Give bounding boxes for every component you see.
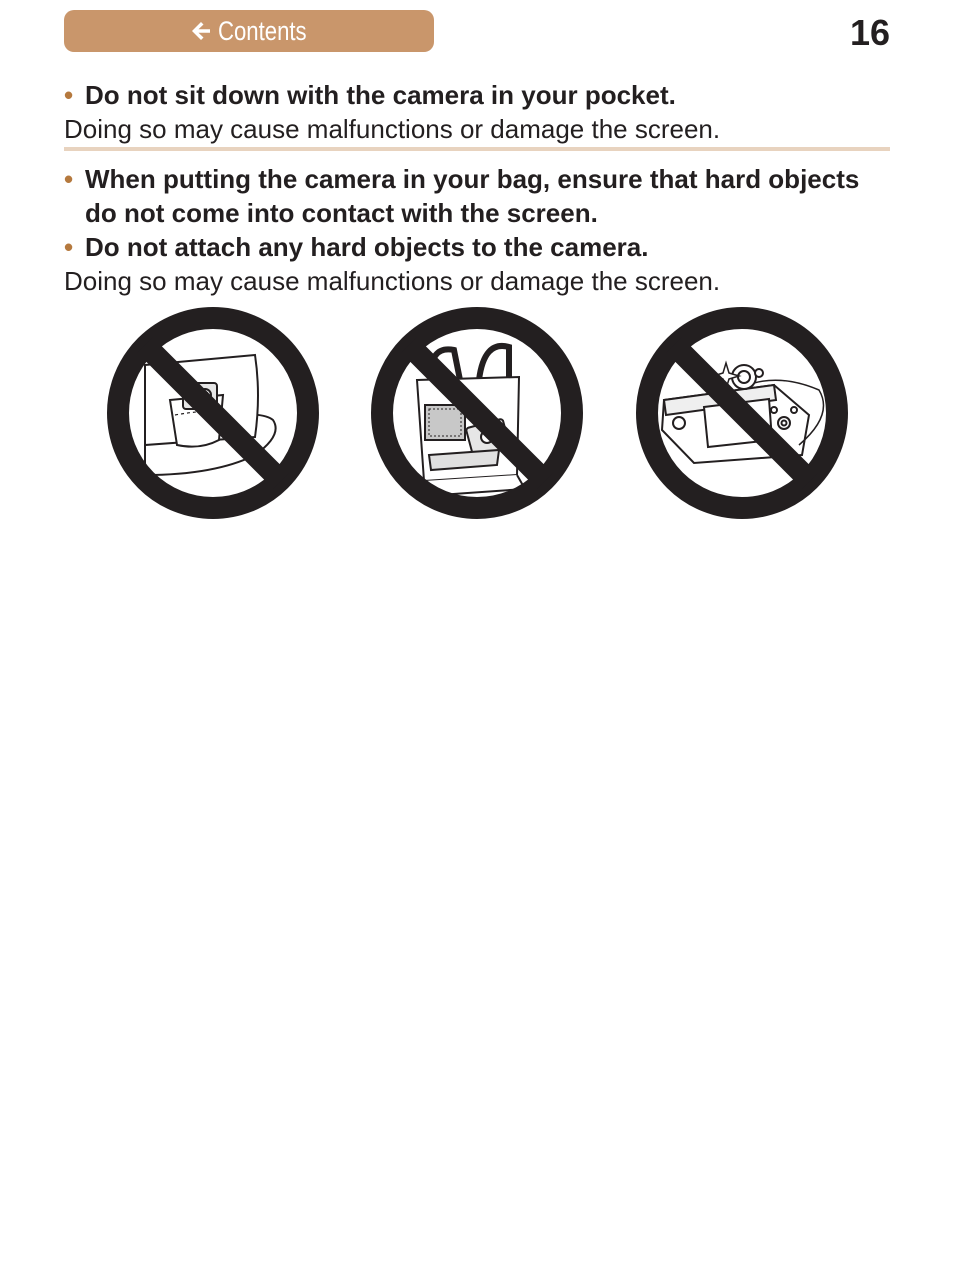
- contents-label: Contents: [217, 15, 307, 46]
- bullet-item: [64, 230, 890, 264]
- bullet-text: Do not sit down with the camera in your pocket.: [85, 80, 676, 110]
- bullet-text: When putting the camera in your bag, ensure that hard objects do not come into contact with the screen.: [85, 164, 860, 228]
- arrow-left-icon: [190, 20, 212, 42]
- body-text: Doing so may cause malfunctions or damage the screen.: [64, 114, 721, 144]
- section-divider: [64, 147, 890, 151]
- no-camera-in-pocket-icon: [105, 305, 321, 521]
- caution-section-pocket: [64, 78, 890, 146]
- no-hard-objects-attached-icon: [634, 305, 850, 521]
- contents-button[interactable]: [64, 10, 434, 52]
- bullet-item: [64, 78, 890, 112]
- bullet-item: [64, 162, 890, 230]
- body-text: Doing so may cause malfunctions or damage the screen.: [64, 266, 721, 296]
- no-hard-objects-in-bag-icon: [369, 305, 585, 521]
- bullet-dot: •: [64, 80, 74, 110]
- caution-section-hard-objects: [64, 162, 890, 298]
- bullet-text: Do not attach any hard objects to the camera.: [85, 232, 649, 262]
- bullet-dot: •: [64, 232, 74, 262]
- page-number: 16: [849, 12, 890, 53]
- illustrations-row: [0, 305, 954, 525]
- bullet-dot: •: [64, 164, 74, 194]
